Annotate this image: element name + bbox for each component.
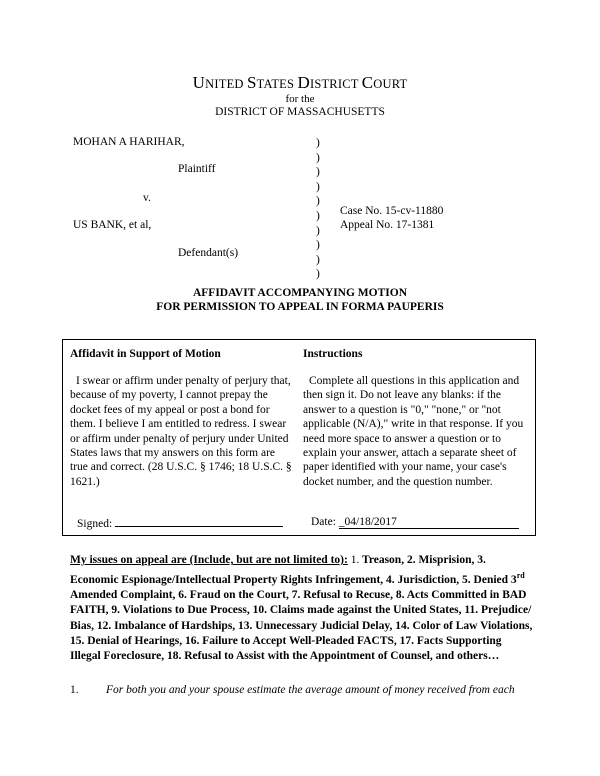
paren: ) xyxy=(316,239,320,252)
heading-line-1: AFFIDAVIT ACCOMPANYING MOTION xyxy=(192,287,408,299)
affidavit-body: I swear or affirm under penalty of perjury that, because of my poverty, I cannot prepay the docket fees of my appeal or post a bond for them. I believe I am entitled to redress. I swear or affirm under penalty of perjury under United States laws that my answers on this form are true and correct. (28 U.S.C. § 1746; 18 U.S.C. § 1621.) xyxy=(70,375,292,488)
court-district: DISTRICT OF MASSACHUSETTS xyxy=(215,106,385,118)
court-title-part: NITED xyxy=(205,77,247,91)
plaintiff-label: Plaintiff xyxy=(178,163,216,175)
paren: ) xyxy=(316,151,320,164)
paren: ) xyxy=(316,180,320,193)
paren: ) xyxy=(316,166,320,179)
affidavit-title: Affidavit in Support of Motion xyxy=(70,348,221,360)
paren: ) xyxy=(316,253,320,266)
issues-text-part2: Amended Complaint, 6. Fraud on the Court, 7. Refusal to Recuse, 8. Acts Committed in BAD FAITH, 9. Violations to Due Process, 10. Claims made against the United States, 11. Prejudice/ Bias, 12. Imbalance of Hardships, 13. Unnecessary Judicial Delay, 14. Color of Law Violations, 15. Denial of Hearings, 16. Failure to Accept Well-Pleaded FACTS, 17. Facts Supporting Illegal Foreclosure, 18. Refusal to Assist with the Appointment of Counsel, and others… xyxy=(70,589,533,663)
court-title-part: C xyxy=(361,73,374,92)
instructions-body: Complete all questions in this application and then sign it. Do not leave any blanks: if the answer to a question is "0," "none," or "not applicable (N/A)," write in that response. If you need more space to answer a question or to explain your answer, attach a separate sheet of paper identified with your name, your case's docket number, and the question number. xyxy=(303,375,524,488)
court-title xyxy=(0,73,600,93)
paren: ) xyxy=(316,224,320,237)
date-label: Date: xyxy=(311,516,336,528)
affidavit-box xyxy=(62,339,536,536)
question-1-text: For both you and your spouse estimate the average amount of money received from each xyxy=(106,684,515,696)
court-title-part: ISTRICT xyxy=(309,77,362,91)
instructions-title: Instructions xyxy=(303,348,363,360)
for-the: for the xyxy=(285,93,315,105)
defendant-label: Defendant(s) xyxy=(178,247,239,259)
court-title-part: D xyxy=(297,73,310,92)
question-1 xyxy=(70,684,515,696)
document-heading xyxy=(0,286,600,314)
issues-on-appeal xyxy=(70,553,534,664)
signed-label: Signed: xyxy=(77,518,113,530)
heading-line-2: FOR PERMISSION TO APPEAL IN FORMA PAUPERIS xyxy=(156,301,444,313)
paren: ) xyxy=(316,268,320,281)
caption-paren-column xyxy=(316,136,320,282)
paren: ) xyxy=(316,195,320,208)
issues-superscript: rd xyxy=(516,571,525,581)
paren: ) xyxy=(316,137,320,149)
date-line xyxy=(311,516,519,529)
court-title-part: TATES xyxy=(256,77,298,91)
paren: ) xyxy=(316,209,320,222)
date-value: _04/18/2017 xyxy=(338,516,397,528)
affidavit-section xyxy=(70,348,294,489)
versus: v. xyxy=(143,192,151,204)
date-field[interactable] xyxy=(339,516,519,529)
instructions-section xyxy=(303,348,531,489)
defendant-name: US BANK, et al, xyxy=(73,219,152,231)
case-number: Case No. 15-cv-11880 xyxy=(340,205,444,217)
question-1-number: 1. xyxy=(70,684,79,696)
signature-line xyxy=(77,516,283,530)
issues-number-1: 1. xyxy=(350,554,360,566)
plaintiff-name: MOHAN A HARIHAR, xyxy=(73,136,185,148)
signature-field[interactable] xyxy=(115,516,283,527)
court-title-part: OURT xyxy=(373,77,408,91)
issues-lead: My issues on appeal are (Include, but are not limited to): xyxy=(70,554,348,566)
court-title-part: S xyxy=(246,73,257,92)
issues-text-part1: Treason, 2. Misprision, 3. Economic Espionage/Intellectual Property Rights Infringement, 4. Jurisdiction, 5. Denied 3 xyxy=(70,554,517,587)
court-title-part: U xyxy=(192,73,206,92)
appeal-number: Appeal No. 17-1381 xyxy=(340,219,435,231)
